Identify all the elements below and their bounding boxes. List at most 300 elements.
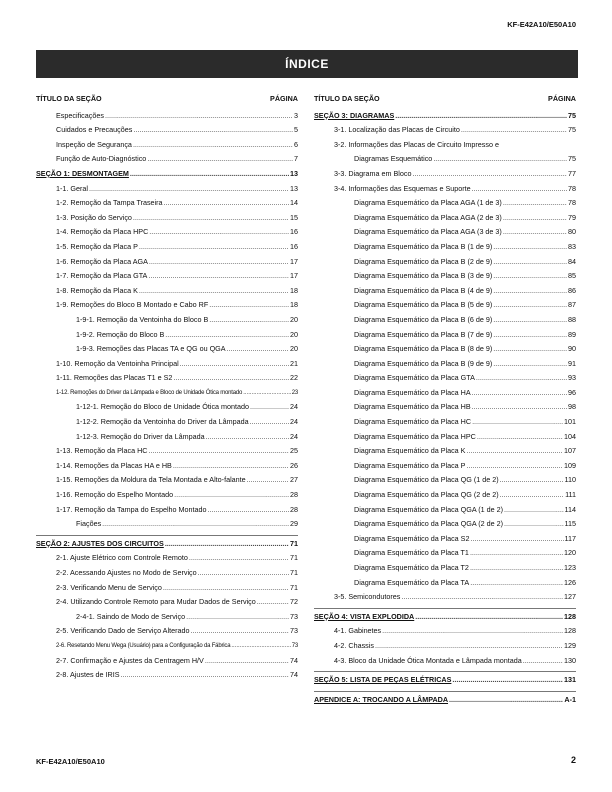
toc-entry-title: Diagrama Esquemático da Placa B (2 de 9) <box>354 256 493 266</box>
dot-leader <box>209 298 289 313</box>
dot-leader <box>493 284 567 299</box>
dot-leader <box>198 566 289 581</box>
toc-entry <box>314 328 576 343</box>
dot-leader <box>148 269 289 284</box>
toc-entry-title: Diagrama Esquemático da Placa B (7 de 9) <box>354 329 493 339</box>
dot-leader <box>149 225 289 240</box>
toc-entry-title: Diagrama Esquemático da Placa TA <box>354 577 470 587</box>
toc-entry-title: 2-2. Acessando Ajustes no Modo de Serviço <box>56 568 197 577</box>
toc-entry <box>36 328 298 343</box>
toc-entry <box>36 182 298 197</box>
toc-entry <box>36 654 298 669</box>
toc-entry-title: 1-14. Remoções da Placas HA e HB <box>56 460 172 470</box>
toc-entry <box>314 590 576 605</box>
toc-entry-page: 87 <box>568 300 576 310</box>
toc-entry-page: 129 <box>564 640 576 650</box>
toc-entry-page: 26 <box>290 460 298 470</box>
toc-entry-page: 84 <box>568 256 576 266</box>
toc-entry-title: Diagrama Esquemático da Placa QG (1 de 2) <box>354 475 499 485</box>
toc-entry-title: Diagrama Esquemático da Placa T1 <box>354 548 469 558</box>
toc-entry-title: 1-4. Remoção da Placa HPC <box>56 227 149 237</box>
toc-entry <box>36 566 298 581</box>
toc-entry <box>314 532 576 547</box>
toc-entry-title: 1-10. Remoção da Ventoinha Principal <box>56 358 179 368</box>
toc-entry <box>36 551 298 566</box>
toc-entry <box>36 284 298 299</box>
toc-entry-page: 28 <box>290 504 298 514</box>
toc-entry-title: Diagrama Esquemático da Placa QGA (1 de 2) <box>354 504 504 514</box>
dot-leader <box>163 581 289 596</box>
toc-entry-page: 98 <box>568 402 576 412</box>
toc-entry-title: APENDICE A: TROCANDO A LÂMPADA <box>314 694 449 704</box>
toc-entry-page: 115 <box>564 519 576 529</box>
toc-entry <box>36 240 298 255</box>
toc-entry-title: Diagrama Esquemático da Placa S2 <box>354 533 470 543</box>
toc-entry-page: 126 <box>564 577 576 587</box>
toc-entry <box>314 357 576 372</box>
dot-leader <box>504 517 564 532</box>
toc-entry-title: 1-5. Remoção da Placa P <box>56 241 138 251</box>
toc-entry <box>314 415 576 430</box>
toc-entry-title: Fiações <box>76 519 102 529</box>
dot-leader <box>209 313 289 328</box>
toc-entry-title: 2-1. Ajuste Elétrico com Controle Remoto <box>56 553 188 563</box>
toc-entry-page: 78 <box>568 198 576 208</box>
toc-entry-page: 13 <box>290 183 298 193</box>
toc-entry <box>314 488 576 503</box>
toc-entry-page: 74 <box>290 670 298 680</box>
toc-entry <box>36 400 298 415</box>
toc-entry-title: 2-4. Utilizando Controle Remoto para Mudar Dados de Serviço <box>56 597 256 607</box>
toc-entry-page: 6 <box>294 139 298 149</box>
dot-leader <box>472 415 563 430</box>
toc-entry-title: Diagrama Esquemático da Placa K <box>354 446 466 456</box>
toc-entry-page: 16 <box>290 241 298 251</box>
toc-entry-page: 73 <box>291 642 298 649</box>
dot-leader <box>493 357 567 372</box>
toc-entry-title: 4-2. Chassis <box>334 640 374 650</box>
toc-entry-title: Diagrama Esquemático da Placa AGA (2 de 3) <box>354 212 502 222</box>
toc-entry-title: Diagrama Esquemático da Placa AGA (3 de 3) <box>354 227 502 237</box>
toc-entry <box>314 211 576 226</box>
toc-entry-title: 1-9. Remoções do Bloco B Montado e Cabo RF <box>56 300 209 310</box>
toc-entry <box>314 269 576 284</box>
toc-entry <box>314 386 576 401</box>
dot-leader <box>231 639 290 654</box>
column-header <box>314 92 576 107</box>
toc-entry-page: 73 <box>290 626 298 636</box>
dot-leader <box>173 459 289 474</box>
toc-entry-page: 18 <box>290 285 298 295</box>
toc-entry-page: 5 <box>294 125 298 135</box>
toc-entry <box>314 138 576 153</box>
toc-entry <box>36 342 298 357</box>
toc-entry-title: 2-7. Confirmação e Ajustes da Centragem H/V <box>56 655 204 665</box>
toc-entry-title: SEÇÃO 1: DESMONTAGEM <box>36 168 129 178</box>
toc-entry-page: 14 <box>290 198 298 208</box>
toc-entry-title: 1-12. Remoções do Driver da Lâmpada e Bloco de Unidade Ótica montado <box>56 389 243 396</box>
toc-entry-title: 3-5. Semicondutores <box>334 592 401 602</box>
dot-leader <box>247 473 289 488</box>
dot-leader <box>493 255 567 270</box>
toc-entry-page: 111 <box>565 490 576 500</box>
dot-leader <box>190 624 289 639</box>
toc-entry <box>36 298 298 313</box>
dot-leader <box>452 673 563 688</box>
column-heading-title: TÍTULO DA SEÇÃO <box>36 94 102 103</box>
toc-entry-title: Diagrama Esquemático da Placa GTA <box>354 373 475 383</box>
toc-entry-page: 85 <box>568 271 576 281</box>
toc-entry-page: 131 <box>564 675 576 685</box>
dot-leader <box>165 328 289 343</box>
toc-entry <box>314 576 576 591</box>
toc-entry-title: 1-9-3. Remoções das Placas TA e QG ou QGA <box>76 344 226 354</box>
toc-entry <box>36 152 298 167</box>
toc-entry-page: 74 <box>290 655 298 665</box>
toc-entry <box>36 624 298 639</box>
toc-entry <box>314 459 576 474</box>
dot-leader <box>476 371 567 386</box>
dot-leader <box>433 152 567 167</box>
toc-entry-title: 1-3. Posição do Serviço <box>56 212 132 222</box>
toc-entry-title: 2-3. Verificando Menu de Serviço <box>56 582 162 592</box>
toc-entry-page: 77 <box>568 168 576 178</box>
dot-leader <box>257 595 289 610</box>
toc-entry <box>36 610 298 625</box>
toc-entry <box>36 109 298 124</box>
dot-leader <box>470 576 563 591</box>
dot-leader <box>415 610 563 625</box>
toc-entry <box>36 459 298 474</box>
dot-leader <box>102 517 289 532</box>
toc-entry <box>36 357 298 372</box>
toc-entry-title: 1-12-3. Remoção do Driver da Lâmpada <box>76 431 205 441</box>
dot-leader <box>503 225 567 240</box>
toc-entry-page: 3 <box>294 110 298 120</box>
toc-entry <box>314 284 576 299</box>
toc-entry-title: 3-2. Informações das Placas de Circuito Impresso e <box>334 139 499 149</box>
toc-entry-page: 107 <box>564 446 576 456</box>
toc-entry-page: 104 <box>564 431 576 441</box>
toc-entry-page: 24 <box>290 431 298 441</box>
toc-entry-title: SEÇÃO 5: LISTA DE PEÇAS ELÉTRICAS <box>314 675 452 685</box>
toc-entry-page: 86 <box>568 285 576 295</box>
toc-entry-page: 15 <box>290 212 298 222</box>
toc-entry-title: Diagrama Esquemático da Placa HC <box>354 417 472 427</box>
toc-entry <box>36 123 298 138</box>
dot-leader <box>147 152 293 167</box>
dot-leader <box>503 211 567 226</box>
toc-entry-page: 23 <box>291 389 298 396</box>
header-model: KF-E42A10/E50A10 <box>507 20 576 29</box>
dot-leader <box>523 654 563 669</box>
dot-leader <box>449 693 563 708</box>
toc-entry-title: Diagrama Esquemático da Placa HPC <box>354 431 476 441</box>
toc-entry-page: 96 <box>568 387 576 397</box>
toc-entry <box>314 225 576 240</box>
toc-entry-page: 20 <box>290 344 298 354</box>
dot-leader <box>164 196 289 211</box>
toc-entry-page: 25 <box>290 446 298 456</box>
toc-entry-page: 75 <box>568 110 576 120</box>
toc-entry-title: Diagrama Esquemático da Placa QG (2 de 2) <box>354 490 499 500</box>
toc-entry-page: 89 <box>568 329 576 339</box>
toc-entry <box>314 196 576 211</box>
toc-entry-title: SEÇÃO 2: AJUSTES DOS CIRCUITOS <box>36 538 164 548</box>
dot-leader <box>130 167 289 182</box>
toc-entry <box>314 400 576 415</box>
toc-entry-title: 1-13. Remoção da Placa HC <box>56 446 148 456</box>
dot-leader <box>413 167 568 182</box>
toc-entry <box>36 444 298 459</box>
footer-model: KF-E42A10/E50A10 <box>36 757 105 766</box>
toc-entry-page: 83 <box>568 241 576 251</box>
toc-entry-page: 88 <box>568 314 576 324</box>
toc-entry-page: 29 <box>290 519 298 529</box>
dot-leader <box>375 639 563 654</box>
toc-entry-page: A-1 <box>564 694 576 704</box>
toc-entry-page: 120 <box>564 548 576 558</box>
toc-entry-title: 1-2. Remoção da Tampa Traseira <box>56 198 163 208</box>
toc-entry-page: 28 <box>290 490 298 500</box>
dot-leader <box>208 503 289 518</box>
toc-section-entry <box>36 535 298 552</box>
toc-section-entry <box>314 109 576 124</box>
toc-entry-title: Diagrama Esquemático da Placa HB <box>354 402 471 412</box>
toc-entry <box>314 561 576 576</box>
toc-entry <box>314 182 576 197</box>
dot-leader <box>493 298 567 313</box>
toc-entry-title: Diagrama Esquemático da Placa B (4 de 9) <box>354 285 493 295</box>
dot-leader <box>165 537 289 552</box>
dot-leader <box>139 240 289 255</box>
toc-entry <box>36 430 298 445</box>
toc-entry-page: 80 <box>568 227 576 237</box>
toc-entry <box>36 269 298 284</box>
toc-entry <box>314 624 576 639</box>
toc-entry-page: 24 <box>290 417 298 427</box>
toc-entry <box>314 342 576 357</box>
toc-entry-page: 91 <box>568 358 576 368</box>
toc-entry-title: 2-6. Resetando Menu Wega (Usuário) para a Configuração da Fábrica <box>56 642 231 649</box>
dot-leader <box>227 342 289 357</box>
toc-entry <box>36 371 298 386</box>
toc-entry-title: 1-8. Remoção da Placa K <box>56 285 138 295</box>
toc-entry-page: 20 <box>290 314 298 324</box>
toc-entry-title: 1-9-1. Remoção da Ventoinha do Bloco B <box>76 314 209 324</box>
dot-leader <box>186 610 289 625</box>
toc-section-entry <box>314 691 576 708</box>
dot-leader <box>174 488 289 503</box>
toc-entry-title: 2-8. Ajustes de IRIS <box>56 670 120 680</box>
toc-entry <box>314 167 576 182</box>
toc-entry-title: 1-11. Remoções das Placas T1 e S2 <box>56 373 173 383</box>
dot-leader <box>500 488 564 503</box>
dot-leader <box>173 371 289 386</box>
toc-entry-page: 73 <box>290 611 298 621</box>
dot-leader <box>503 196 567 211</box>
toc-entry-title: 1-12-2. Remoção da Ventoinha do Driver da Lâmpada <box>76 417 249 427</box>
toc-entry <box>314 639 576 654</box>
toc-entry-title: Diagrama Esquemático da Placa HA <box>354 387 471 397</box>
dot-leader <box>250 400 289 415</box>
toc-entry-title: 3-4. Informações das Esquemas e Suporte <box>334 183 471 193</box>
toc-entry-page: 114 <box>564 504 576 514</box>
toc-entry-page: 18 <box>290 300 298 310</box>
toc-entry-page: 130 <box>564 655 576 665</box>
column-heading-page: PÁGINA <box>548 94 576 103</box>
dot-leader <box>477 430 563 445</box>
toc-entry <box>36 138 298 153</box>
toc-entry-title: SEÇÃO 3: DIAGRAMAS <box>314 110 395 120</box>
dot-leader <box>470 532 563 547</box>
toc-section-entry <box>314 671 576 688</box>
dot-leader <box>472 182 567 197</box>
toc-list-right <box>314 109 576 708</box>
toc-entry-page: 117 <box>564 533 576 543</box>
toc-entry-title: Diagrama Esquemático da Placa B (5 de 9) <box>354 300 493 310</box>
toc-entry-title: Diagrama Esquemático da Placa B (3 de 9) <box>354 271 493 281</box>
toc-entry <box>36 255 298 270</box>
toc-entry <box>36 386 298 401</box>
toc-section-entry <box>314 608 576 625</box>
toc-list-left <box>36 109 298 683</box>
toc-entry-page: 72 <box>290 597 298 607</box>
toc-entry <box>36 668 298 683</box>
toc-entry-title: Função de Auto-Diagnóstico <box>56 154 147 164</box>
toc-entry-page: 123 <box>564 563 576 572</box>
dot-leader <box>133 123 293 138</box>
toc-entry-page: 13 <box>290 168 298 178</box>
dot-leader <box>133 138 293 153</box>
dot-leader <box>493 328 567 343</box>
toc-entry-title: Diagramas Esquemático <box>354 154 433 164</box>
column-heading-page: PÁGINA <box>270 94 298 103</box>
dot-leader <box>205 654 289 669</box>
dot-leader <box>472 386 567 401</box>
toc-entry-title: Diagrama Esquemático da Placa B (9 de 9) <box>354 358 493 368</box>
dot-leader <box>401 590 563 605</box>
toc-entry-page: 101 <box>564 417 576 427</box>
toc-entry-page: 128 <box>564 626 576 636</box>
toc-entry-page: 7 <box>294 154 298 164</box>
dot-leader <box>149 255 289 270</box>
dot-leader <box>243 386 291 401</box>
dot-leader <box>139 284 289 299</box>
toc-entry <box>36 488 298 503</box>
page-title: ÍNDICE <box>36 50 578 78</box>
toc-entry <box>36 415 298 430</box>
toc-entry-page: 20 <box>290 329 298 339</box>
toc-entry-title: Inspeção de Segurança <box>56 139 132 149</box>
dot-leader <box>472 400 567 415</box>
toc-entry-title: 2-5. Verificando Dado de Serviço Alterado <box>56 626 190 636</box>
toc-entry-title: Diagrama Esquemático da Placa T2 <box>354 563 469 572</box>
toc-entry-page: 71 <box>290 582 298 592</box>
toc-entry-page: 17 <box>290 256 298 266</box>
dot-leader <box>470 561 563 576</box>
toc-entry <box>314 152 576 167</box>
toc-column-left <box>36 92 298 683</box>
dot-leader <box>180 357 289 372</box>
toc-entry-page: 110 <box>564 475 576 485</box>
toc-entry-page: 78 <box>568 183 576 193</box>
toc-entry-page: 24 <box>290 402 298 412</box>
toc-entry-title: 3-3. Diagrama em Bloco <box>334 168 412 178</box>
dot-leader <box>493 240 567 255</box>
toc-entry-page: 21 <box>290 358 298 368</box>
dot-leader <box>189 551 289 566</box>
toc-entry-page: 16 <box>290 227 298 237</box>
toc-entry-title: 1-16. Remoção do Espelho Montado <box>56 490 174 500</box>
toc-entry <box>36 473 298 488</box>
toc-entry-title: 1-7. Remoção da Placa GTA <box>56 271 148 281</box>
dot-leader <box>500 473 564 488</box>
toc-entry-page: 71 <box>290 553 298 563</box>
toc-entry-title: 1-9-2. Remoção do Bloco B <box>76 329 165 339</box>
dot-leader <box>133 211 289 226</box>
toc-entry <box>36 313 298 328</box>
toc-section-entry <box>36 167 298 182</box>
toc-entry-title: 1-12-1. Remoção do Bloco de Unidade Ótica montado <box>76 402 250 412</box>
toc-entry-title: 4-3. Bloco da Unidade Ótica Montada e Lâmpada montada <box>334 655 522 665</box>
dot-leader <box>206 430 289 445</box>
toc-entry <box>36 639 298 654</box>
toc-entry-title: Cuidados e Precauções <box>56 125 133 135</box>
toc-entry-page: 93 <box>568 373 576 383</box>
toc-entry-title: 1-17. Remoção da Tampa do Espelho Montado <box>56 504 207 514</box>
toc-entry <box>36 517 298 532</box>
toc-entry <box>314 298 576 313</box>
toc-entry-page: 71 <box>290 538 298 548</box>
dot-leader <box>395 109 567 124</box>
toc-entry <box>36 196 298 211</box>
toc-entry-page: 127 <box>564 592 576 602</box>
toc-entry <box>314 503 576 518</box>
dot-leader <box>466 459 563 474</box>
dot-leader <box>382 624 563 639</box>
toc-entry <box>36 581 298 596</box>
toc-entry <box>314 546 576 561</box>
column-header <box>36 92 298 107</box>
toc-entry-page: 79 <box>568 212 576 222</box>
toc-entry <box>314 444 576 459</box>
toc-entry <box>314 371 576 386</box>
dot-leader <box>149 444 290 459</box>
toc-entry-title: Especificações <box>56 110 104 120</box>
column-heading-title: TÍTULO DA SEÇÃO <box>314 94 380 103</box>
toc-entry <box>36 503 298 518</box>
dot-leader <box>493 269 567 284</box>
toc-entry <box>36 595 298 610</box>
toc-entry <box>314 430 576 445</box>
dot-leader <box>461 123 567 138</box>
toc-entry-title: Diagrama Esquemático da Placa B (8 de 9) <box>354 344 493 354</box>
dot-leader <box>504 503 564 518</box>
dot-leader <box>470 546 563 561</box>
dot-leader <box>493 342 567 357</box>
dot-leader <box>121 668 289 683</box>
toc-entry-title: Diagrama Esquemático da Placa P <box>354 460 466 470</box>
toc-entry-page: 75 <box>568 154 576 164</box>
dot-leader <box>250 415 289 430</box>
toc-entry-title: 1-6. Remoção da Placa AGA <box>56 256 148 266</box>
toc-entry <box>314 517 576 532</box>
toc-entry <box>36 211 298 226</box>
toc-entry <box>314 240 576 255</box>
dot-leader <box>493 313 567 328</box>
toc-entry-title: Diagrama Esquemático da Placa B (1 de 9) <box>354 241 493 251</box>
